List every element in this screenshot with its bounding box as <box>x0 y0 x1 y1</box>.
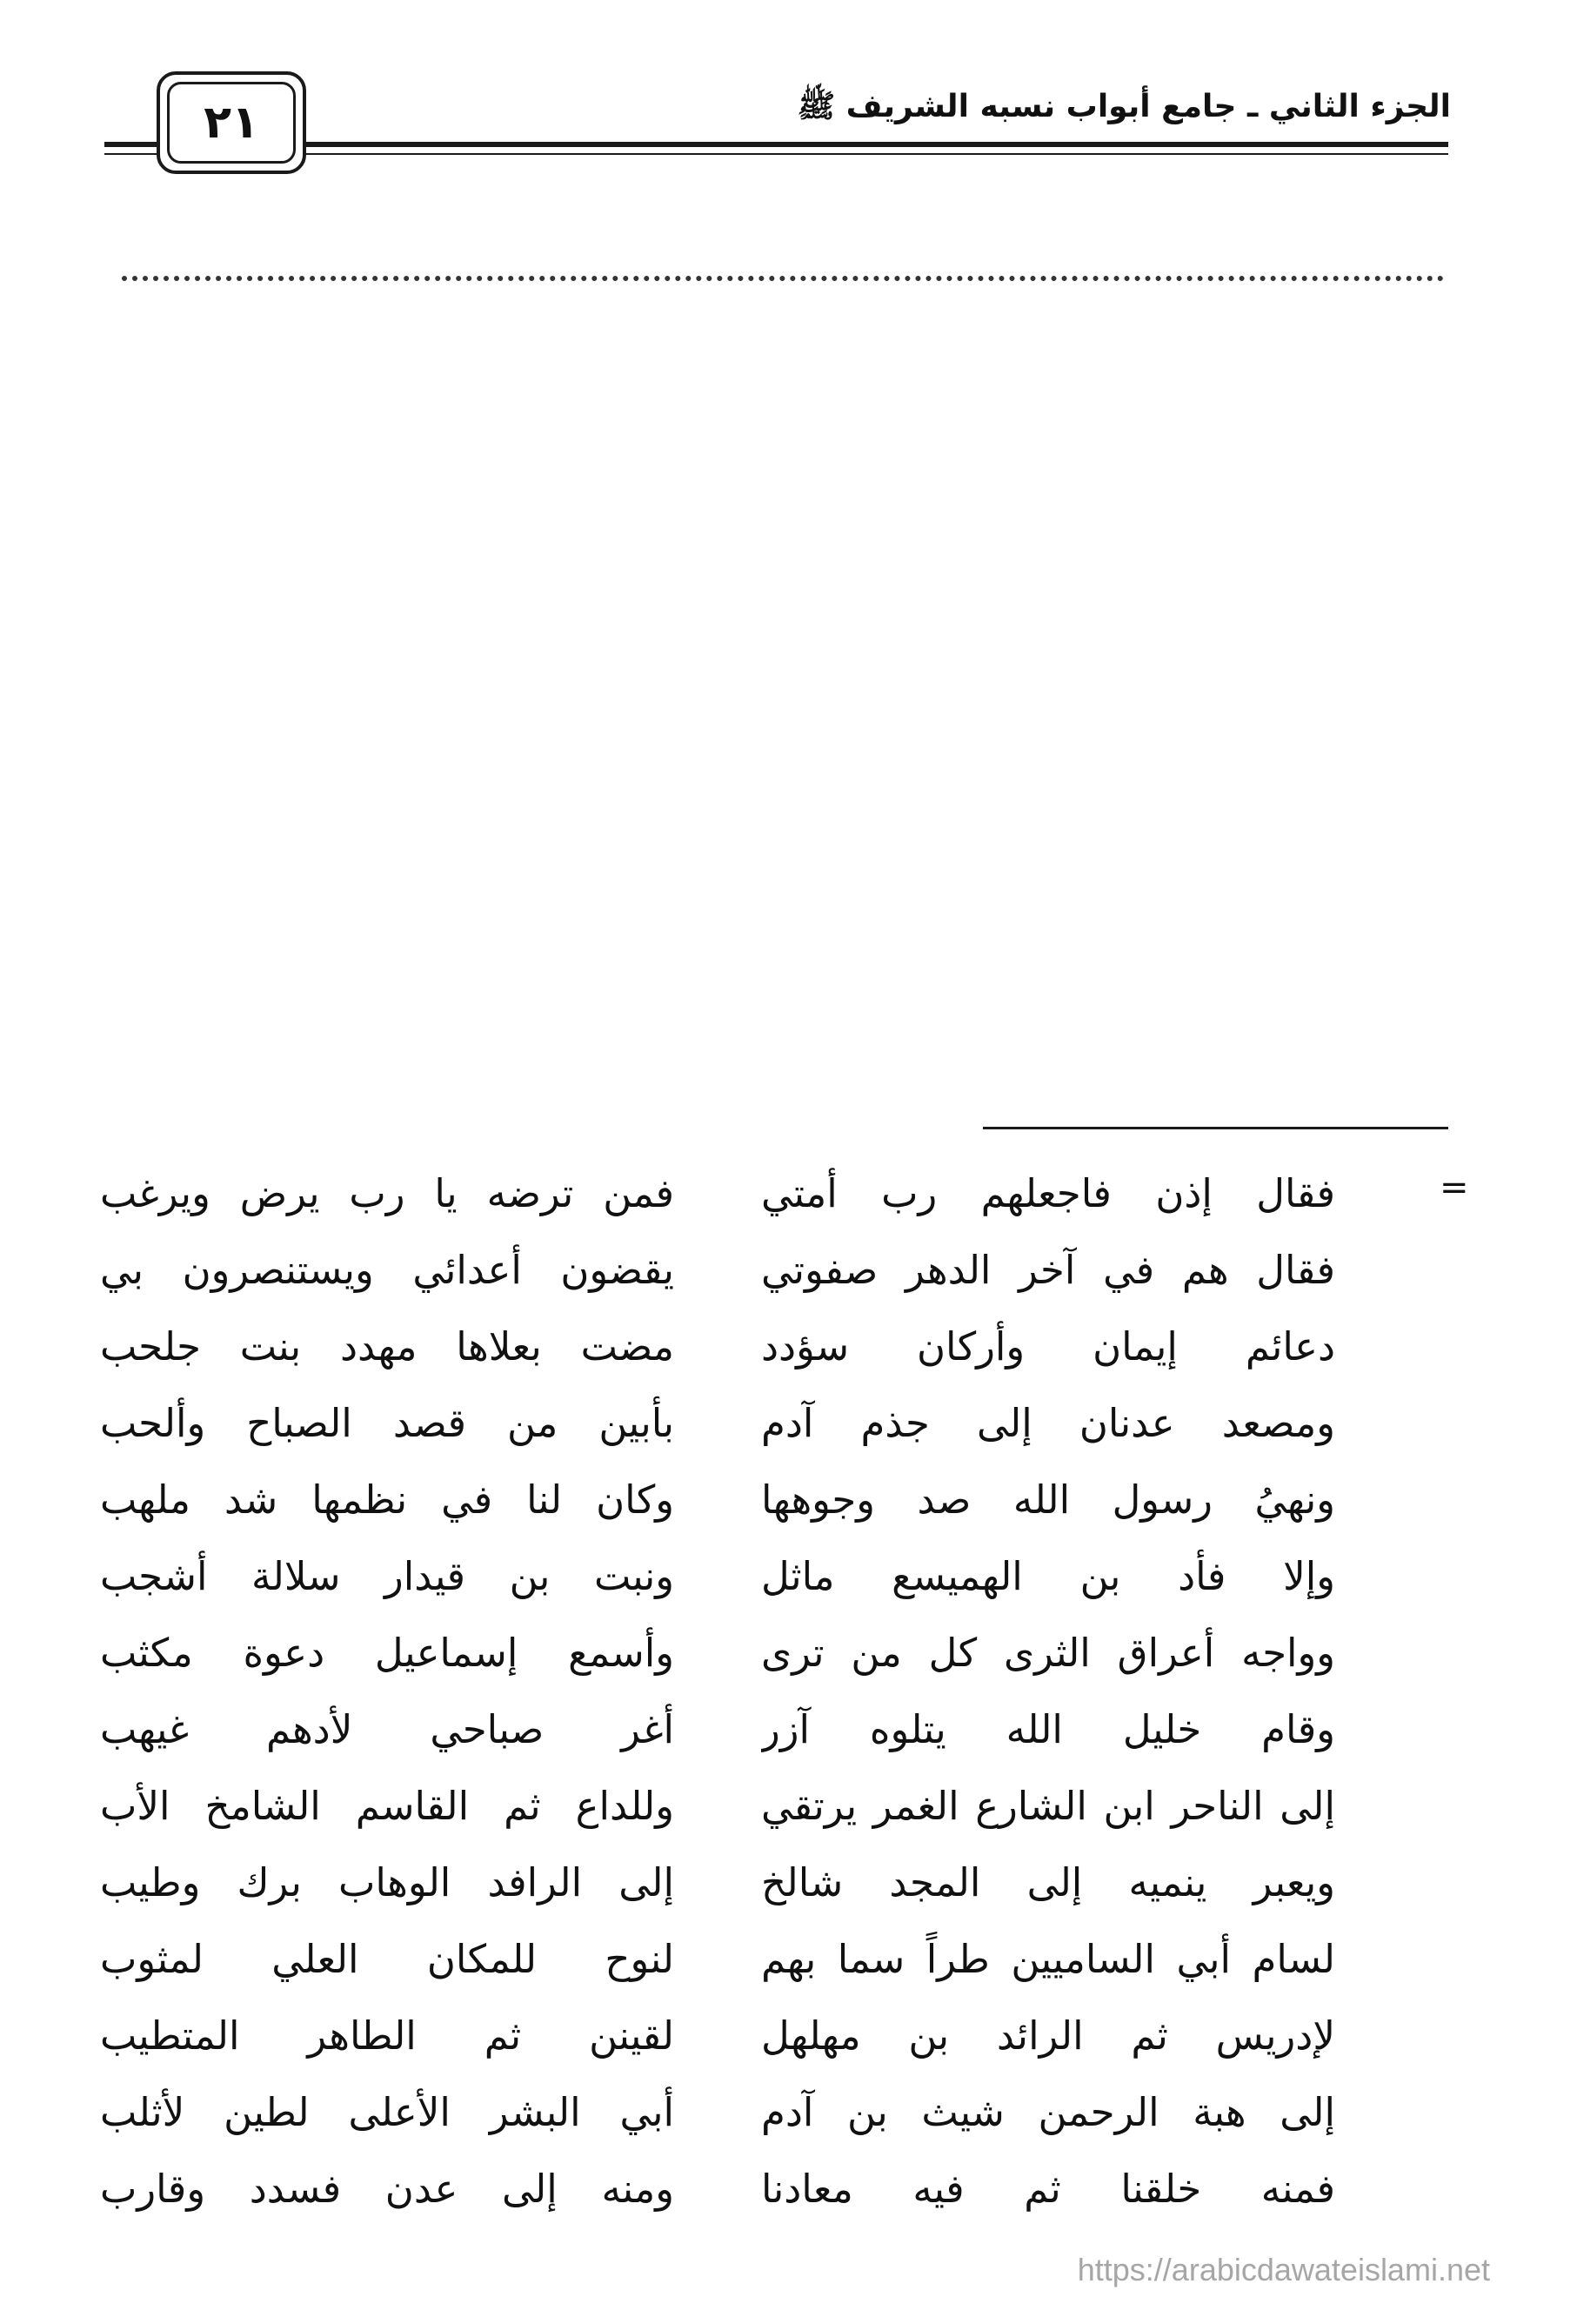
verse <box>100 1702 1335 1778</box>
verse <box>100 1472 1335 1549</box>
second-hemistich: فمن ترضه يا رب يرض ويرغب <box>100 1170 674 1216</box>
second-hemistich: يقضون أعدائي ويستنصرون بي <box>100 1247 674 1293</box>
second-hemistich: ومنه إلى عدن فسدد وقارب <box>100 2166 674 2212</box>
first-hemistich: فقال إذن فاجعلهم رب أمتي <box>761 1170 1335 1216</box>
second-hemistich: بأبين من قصد الصباح وألحب <box>100 1400 674 1446</box>
verse <box>100 1319 1335 1396</box>
first-hemistich: ونهيُ رسول الله صد وجوهها <box>761 1477 1335 1523</box>
continuation-mark: = <box>1440 1168 1469 1208</box>
second-hemistich: وللداع ثم القاسم الشامخ الأب <box>100 1783 674 1829</box>
second-hemistich: لنوح للمكان العلي لمثوب <box>100 1936 674 1982</box>
page-number-box <box>157 71 306 174</box>
first-hemistich: لإدريس ثم الرائد بن مهلهل <box>761 2013 1335 2059</box>
first-hemistich: وقام خليل الله يتلوه آزر <box>761 1706 1335 1752</box>
first-hemistich: لسام أبي الساميين طراً سما بهم <box>761 1936 1335 1982</box>
first-hemistich: ومصعد عدنان إلى جذم آدم <box>761 1400 1335 1446</box>
dotted-separator <box>122 276 1444 281</box>
first-hemistich: دعائم إيمان وأركان سؤدد <box>761 1323 1335 1370</box>
second-hemistich: مضت بعلاها مهدد بنت جلحب <box>100 1323 674 1370</box>
first-hemistich: فمنه خلقنا ثم فيه معادنا <box>761 2166 1335 2212</box>
first-hemistich: إلى الناحر ابن الشارع الغمر يرتقي <box>761 1783 1335 1829</box>
second-hemistich: وأسمع إسماعيل دعوة مكثب <box>100 1630 674 1676</box>
verse <box>100 2085 1335 2161</box>
second-hemistich: وكان لنا في نظمها شد ملهب <box>100 1477 674 1523</box>
footnote-separator <box>983 1127 1448 1129</box>
verse <box>100 1549 1335 1625</box>
verse <box>100 1396 1335 1472</box>
verse <box>100 1625 1335 1702</box>
watermark-url: https://arabicdawateislami.net <box>1077 2252 1490 2287</box>
verse <box>100 1242 1335 1319</box>
second-hemistich: أبي البشر الأعلى لطين لأثلب <box>100 2089 674 2135</box>
verse <box>100 1778 1335 1855</box>
first-hemistich: إلى هبة الرحمن شيث بن آدم <box>761 2089 1335 2135</box>
verse <box>100 2008 1335 2085</box>
poem <box>100 1166 1335 2238</box>
verse <box>100 1855 1335 1932</box>
first-hemistich: وواجه أعراق الثرى كل من ترى <box>761 1630 1335 1676</box>
second-hemistich: أغر صباحي لأدهم غيهب <box>100 1706 674 1752</box>
verse <box>100 1166 1335 1242</box>
verse <box>100 1932 1335 2008</box>
first-hemistich: ويعبر ينميه إلى المجد شالخ <box>761 1859 1335 1905</box>
page-number: ٢١ <box>167 82 296 164</box>
second-hemistich: ونبت بن قيدار سلالة أشجب <box>100 1553 674 1599</box>
second-hemistich: لقينن ثم الطاهر المتطيب <box>100 2013 674 2059</box>
second-hemistich: إلى الرافد الوهاب برك وطيب <box>100 1859 674 1905</box>
first-hemistich: فقال هم في آخر الدهر صفوتي <box>761 1247 1335 1293</box>
first-hemistich: وإلا فأد بن الهميسع ماثل <box>761 1553 1335 1599</box>
verse <box>100 2161 1335 2238</box>
running-title: الجزء الثاني ـ جامع أبواب نسبه الشريف ﷺ <box>797 89 1451 124</box>
